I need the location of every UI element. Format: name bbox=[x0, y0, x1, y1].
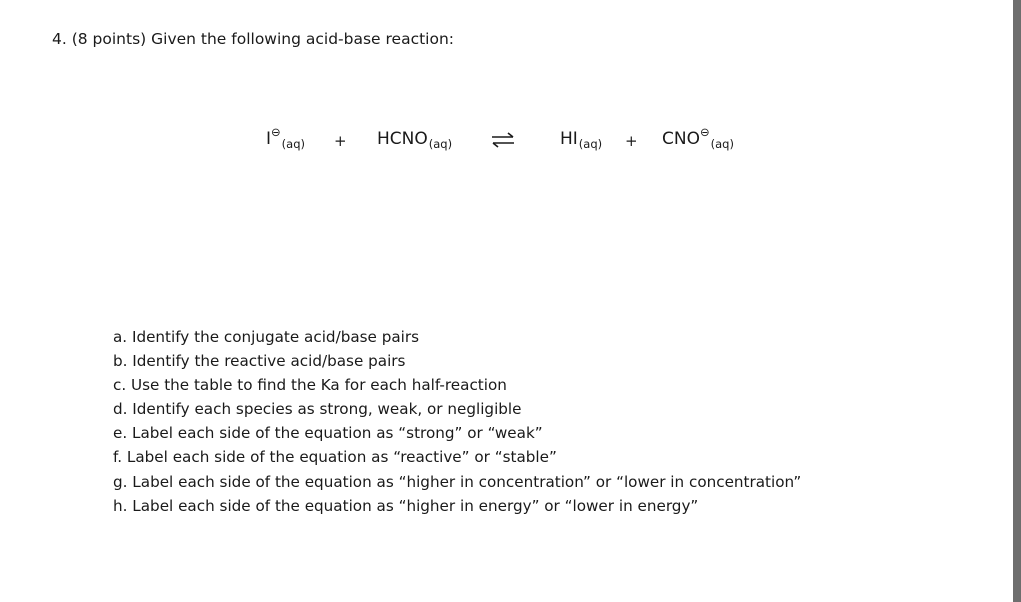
plus-sign-products: + bbox=[625, 132, 638, 150]
product-cyanate bbox=[662, 125, 734, 151]
hi-formula: HI bbox=[560, 129, 578, 149]
task-item-b: b. Identify the reactive acid/base pairs bbox=[113, 352, 406, 371]
task-item-a: a. Identify the conjugate acid/base pairs bbox=[113, 328, 420, 346]
reactant-hcno bbox=[377, 128, 452, 151]
hi-state: (aq) bbox=[578, 137, 603, 151]
product-hi bbox=[560, 128, 602, 151]
task-item-d: d. Identify each species as strong, weak, or negligible bbox=[113, 400, 522, 419]
hcno-state: (aq) bbox=[428, 137, 453, 151]
question-heading: 4. (8 points) Given the following acid-base reaction: bbox=[52, 30, 455, 48]
iodide-formula: I bbox=[266, 129, 272, 149]
task-item-f: f. Label each side of the equation as “reactive” or “stable” bbox=[113, 448, 557, 467]
plus-sign-reactants: + bbox=[334, 132, 347, 150]
cyanate-state: (aq) bbox=[710, 137, 734, 151]
task-item-h: h. Label each side of the equation as “higher in energy” or “lower in energy” bbox=[113, 496, 699, 515]
hcno-formula: HCNO bbox=[377, 129, 428, 149]
task-list bbox=[113, 325, 801, 518]
task-item-g: g. Label each side of the equation as “higher in concentration” or “lower in concentration” bbox=[113, 472, 802, 491]
iodide-state: (aq) bbox=[281, 137, 305, 151]
task-item-e: e. Label each side of the equation as “strong” or “weak” bbox=[113, 424, 543, 443]
window-edge-bar bbox=[1013, 0, 1021, 602]
iodide-charge: ⊖ bbox=[271, 125, 281, 139]
task-item-c: c. Use the table to find the Ka for each half-reaction bbox=[113, 376, 507, 395]
equilibrium-arrows-icon bbox=[491, 132, 515, 148]
cyanate-charge: ⊖ bbox=[699, 125, 710, 139]
cyanate-formula: CNO bbox=[662, 129, 700, 149]
reactant-iodide bbox=[266, 125, 305, 151]
